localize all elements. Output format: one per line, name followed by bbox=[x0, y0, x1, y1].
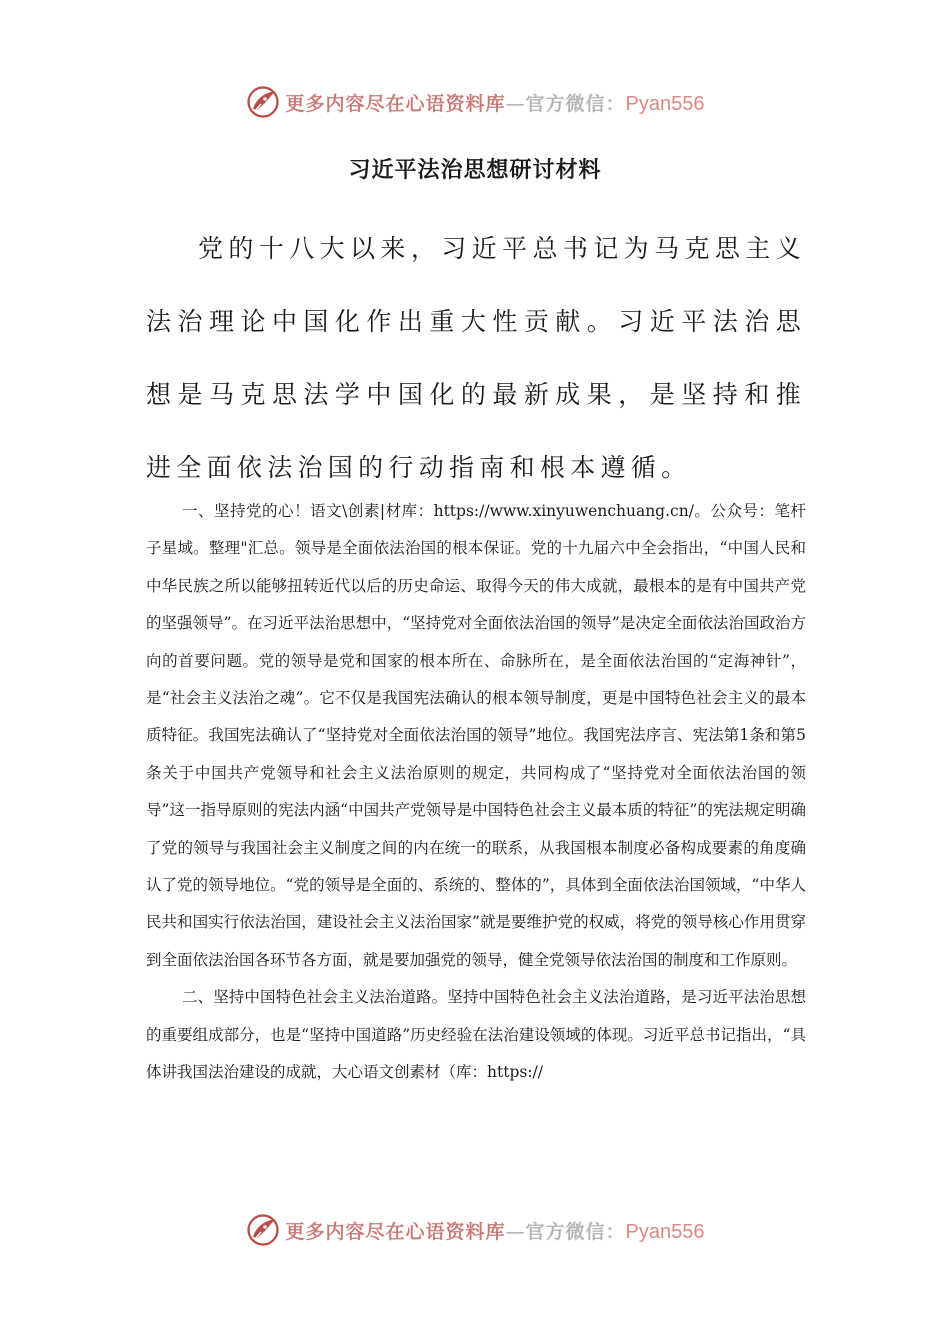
body-paragraph: 一、坚持党的心！语文\创素|材库：https://www.xinyuwenchuang.cn/。公众号：笔杆子星域。整理"汇总。领导是全面依法治国的根本保证。党的十九届六中全会指出，“中国人民和中华民族之所以能够扭转近代以后的历史命运、取得今天的伟大成就，最根本的是有中国共产党的坚强领导”。在习近平法治思想中，“坚持党对全面依法治国的领导”是决定全面依法治国政治方向的首要问题。党的领导是党和国家的根本所在、命脉所在，是全面依法治国的“定海神针”，是“社会主义法治之魂”。它不仅是我国宪法确认的根本领导制度，更是中国特色社会主义的最本质特征。我国宪法确认了“坚持党对全面依法治国的领导”地位。我国宪法序言、宪法第1条和第5条关于中国共产党领导和社会主义法治原则的规定，共同构成了“坚持党对全面依法治国的领导”这一指导原则的宪法内涵“中国共产党领导是中国特色社会主义最本质的特征”的宪法规定明确了党的领导与我国社会主义制度之间的内在统一的联系，从我国根本制度必备构成要素的角度确认了党的领导地位。“党的领导是全面的、系统的、整体的”，具体到全面依法治国领域，“中华人民共和国实行依法治国，建设社会主义法治国家”就是要维护党的权威，将党的领导核心作用贯穿到全面依法治国各环节各方面，就是要加强党的领导，健全党领导依法治国的制度和工作原则。 bbox=[146, 502, 806, 969]
document-body bbox=[146, 493, 806, 1091]
watermark-banner-top bbox=[0, 82, 950, 122]
pen-nib-logo-icon bbox=[246, 1213, 280, 1247]
watermark-text: 更多内容尽在心语资料库—官方微信：Pyan556 bbox=[285, 1220, 705, 1243]
watermark-text: 更多内容尽在心语资料库—官方微信：Pyan556 bbox=[285, 92, 705, 115]
body-paragraph: 二、坚持中国特色社会主义法治道路。坚持中国特色社会主义法治道路，是习近平法治思想的重要组成部分，也是“坚持中国道路”历史经验在法治建设领域的体现。习近平总书记指出，“具体讲我国法治建设的成就，大心语文创素材（库：https:// bbox=[146, 988, 806, 1082]
pen-nib-logo-icon bbox=[246, 85, 280, 119]
intro-paragraph: 党的十八大以来，习近平总书记为马克思主义法治理论中国化作出重大性贡献。习近平法治思想是马克思法学中国化的最新成果，是坚持和推进全面依法治国的行动指南和根本遵循。 bbox=[146, 234, 806, 482]
watermark-banner-bottom bbox=[0, 1210, 950, 1250]
document-title: 习近平法治思想研讨材料 bbox=[348, 157, 602, 183]
